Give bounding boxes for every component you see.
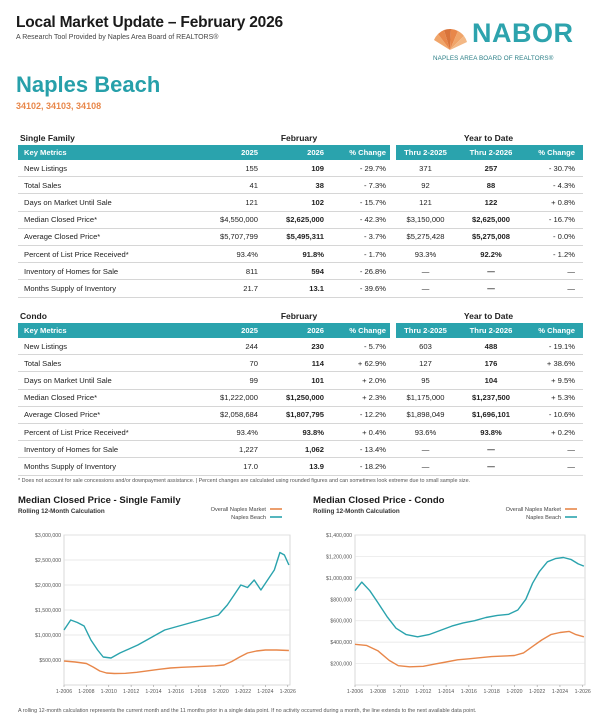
x-tick-label: 1-2012	[415, 689, 432, 695]
metric-value: 70	[249, 358, 258, 368]
metric-value: - 30.7%	[548, 163, 575, 173]
metric-value: 371	[419, 163, 432, 173]
metric-label: New Listings	[24, 341, 68, 351]
metric-value: 1,227	[238, 444, 258, 454]
metric-value: 244	[245, 341, 258, 351]
chart-title: Median Closed Price - Single Family	[18, 495, 181, 506]
metric-value: + 0.2%	[551, 427, 575, 437]
x-tick-label: 1-2016	[167, 689, 184, 695]
metric-value: 127	[419, 358, 432, 368]
metric-label: Median Closed Price*	[24, 215, 98, 225]
y-tick-label: $2,500,000	[35, 558, 61, 564]
overall-market-line	[64, 650, 289, 674]
metric-value: 257	[484, 163, 498, 173]
metric-value: + 0.4%	[362, 427, 386, 437]
period-ytd-label: Year to Date	[463, 133, 514, 143]
table-row	[18, 338, 583, 355]
rolling-calc-note: A rolling 12-month calculation represents the current month and the 11 months prior in a single data point. If no activity occurred during a month, the line extends to the next available data point.	[18, 708, 477, 714]
period-month-label: February	[280, 311, 318, 321]
chart-title: Median Closed Price - Condo	[313, 495, 445, 506]
report-header	[16, 14, 283, 41]
metric-value: - 5.7%	[364, 341, 386, 351]
x-tick-label: 1-2026	[574, 689, 591, 695]
x-tick-label: 1-2020	[506, 689, 523, 695]
metric-value: $3,150,000	[406, 215, 445, 225]
metric-label: Days on Market Until Sale	[24, 375, 112, 385]
column-header: Thru 2-2025	[404, 148, 447, 157]
y-tick-label: $800,000	[330, 597, 352, 604]
metric-value: 176	[484, 358, 498, 368]
table-row	[18, 177, 583, 194]
column-header: % Change	[349, 326, 386, 335]
metric-value: + 0.8%	[551, 197, 575, 207]
metric-value: + 2.0%	[362, 375, 386, 385]
metric-value: 41	[249, 180, 258, 190]
column-header: 2026	[307, 148, 324, 157]
metric-value: 101	[311, 375, 324, 385]
metric-value: + 38.6%	[546, 358, 575, 368]
metric-value: —	[487, 283, 495, 293]
metric-value: + 9.5%	[551, 375, 575, 385]
metric-value: 95	[421, 375, 430, 385]
condo-table	[18, 309, 583, 476]
metric-value: - 26.8%	[359, 266, 386, 276]
x-tick-label: 1-2014	[145, 689, 162, 695]
naples-beach-line	[64, 553, 289, 659]
x-tick-label: 1-2006	[346, 689, 364, 695]
table-row	[18, 441, 583, 458]
y-tick-label: $1,000,000	[326, 575, 352, 582]
column-header: % Change	[538, 148, 575, 157]
metric-value: - 7.3%	[364, 180, 386, 190]
metric-value: 109	[311, 163, 324, 173]
metric-value: 122	[484, 197, 498, 207]
table-row	[18, 280, 583, 297]
chart-plot	[18, 495, 296, 705]
period-month-label: February	[280, 133, 318, 143]
table-row	[18, 424, 583, 441]
metric-value: 121	[245, 197, 258, 207]
metric-label: New Listings	[24, 163, 68, 173]
legend-label: Naples Beach	[231, 515, 266, 521]
shell-logo-icon	[432, 20, 468, 54]
period-ytd-label: Year to Date	[463, 311, 514, 321]
segment-label: Single Family	[20, 133, 75, 143]
metric-value: —	[567, 266, 575, 276]
x-tick-label: 1-2014	[438, 689, 455, 695]
period-header-row	[18, 309, 583, 323]
metric-value: 230	[311, 341, 324, 351]
table-row	[18, 229, 583, 246]
metric-value: —	[567, 283, 575, 293]
metric-value: 92.2%	[480, 249, 502, 259]
area-zip-codes: 34102, 34103, 34108	[16, 101, 102, 111]
metric-label: Average Closed Price*	[24, 232, 101, 242]
period-header-row	[18, 131, 583, 145]
table-row	[18, 263, 583, 280]
x-tick-label: 1-2008	[369, 689, 386, 695]
metric-value: - 4.3%	[553, 180, 575, 190]
y-tick-label: $200,000	[330, 661, 352, 668]
y-tick-label: $1,500,000	[35, 608, 61, 614]
logo-wordmark: NABOR	[472, 18, 574, 48]
metric-value: 93.3%	[414, 249, 437, 259]
metric-label: Median Closed Price*	[24, 393, 98, 403]
metric-label: Total Sales	[24, 180, 62, 190]
y-tick-label: $2,000,000	[35, 583, 61, 589]
metric-value: 91.8%	[302, 249, 324, 259]
metric-value: —	[567, 444, 575, 454]
metric-value: 92	[421, 180, 430, 190]
column-header: Key Metrics	[24, 326, 67, 335]
x-tick-label: 1-2020	[212, 689, 229, 695]
column-header: Thru 2-2026	[469, 326, 513, 335]
metric-value: $1,237,500	[471, 393, 510, 403]
x-tick-label: 1-2024	[257, 689, 274, 695]
metric-value: 93.4%	[236, 427, 258, 437]
metric-value: 13.9	[309, 461, 324, 471]
column-header: % Change	[538, 326, 575, 335]
metric-value: 93.4%	[236, 249, 258, 259]
metric-label: Days on Market Until Sale	[24, 197, 112, 207]
metric-value: $2,625,000	[471, 215, 510, 225]
metric-label: Months Supply of Inventory	[24, 461, 117, 471]
metric-value: 38	[315, 180, 324, 190]
table-row	[18, 390, 583, 407]
nabor-logo	[432, 18, 582, 64]
table-row	[18, 194, 583, 211]
metric-label: Inventory of Homes for Sale	[24, 266, 119, 276]
metric-value: $5,275,428	[406, 232, 445, 242]
metric-value: + 62.9%	[357, 358, 386, 368]
legend-label: Overall Naples Market	[210, 507, 266, 513]
metric-value: - 18.2%	[359, 461, 386, 471]
metric-value: 93.8%	[302, 427, 324, 437]
column-header: % Change	[349, 148, 386, 157]
column-header-row	[18, 145, 583, 160]
metric-label: Percent of List Price Received*	[24, 427, 129, 437]
metric-value: —	[421, 461, 430, 471]
column-header: Key Metrics	[24, 148, 67, 157]
metric-value: —	[567, 461, 575, 471]
chart-plot	[313, 495, 591, 705]
x-tick-label: 1-2006	[55, 689, 73, 695]
metric-value: $1,696,101	[471, 410, 510, 420]
metric-value: - 1.7%	[364, 249, 386, 259]
metric-value: 93.8%	[480, 427, 502, 437]
metric-value: - 10.6%	[548, 410, 575, 420]
metric-value: 13.1	[309, 283, 324, 293]
metric-value: - 29.7%	[359, 163, 386, 173]
x-tick-label: 1-2012	[123, 689, 140, 695]
overall-market-line	[355, 631, 584, 666]
metric-value: $1,175,000	[406, 393, 445, 403]
plot-frame	[355, 535, 585, 685]
metric-value: —	[487, 266, 495, 276]
metric-value: 121	[419, 197, 432, 207]
x-tick-label: 1-2018	[483, 689, 500, 695]
table-row	[18, 246, 583, 263]
table-row	[18, 458, 583, 475]
single-family-table	[18, 131, 583, 298]
x-tick-label: 1-2010	[100, 689, 117, 695]
y-tick-label: $1,400,000	[326, 533, 352, 539]
x-tick-label: 1-2010	[392, 689, 409, 695]
metric-label: Months Supply of Inventory	[24, 283, 117, 293]
metric-value: $1,807,795	[285, 410, 324, 420]
table-row	[18, 355, 583, 372]
metric-value: - 39.6%	[359, 283, 386, 293]
metric-value: —	[487, 461, 495, 471]
metric-value: - 19.1%	[548, 341, 575, 351]
chart-subtitle: Rolling 12-Month Calculation	[18, 508, 105, 515]
report-subtitle: A Research Tool Provided by Naples Area Board of REALTORS®	[16, 34, 219, 41]
metric-value: 114	[311, 358, 324, 368]
y-tick-label: $400,000	[330, 640, 352, 647]
metric-value: 155	[245, 163, 258, 173]
y-tick-label: $1,200,000	[326, 554, 352, 561]
metric-value: 811	[245, 266, 258, 276]
metric-label: Inventory of Homes for Sale	[24, 444, 119, 454]
report-title: Local Market Update – February 2026	[16, 14, 283, 31]
table-row	[18, 372, 583, 389]
x-tick-label: 1-2022	[234, 689, 252, 695]
metric-value: - 42.3%	[359, 215, 386, 225]
metric-value: 93.6%	[414, 427, 437, 437]
x-tick-label: 1-2024	[551, 689, 569, 695]
column-header-row	[18, 323, 583, 338]
y-tick-label: $3,000,000	[35, 533, 61, 539]
area-title: Naples Beach	[16, 72, 161, 97]
metric-value: - 15.7%	[359, 197, 386, 207]
condo-price-chart	[313, 495, 591, 705]
table-footnote: * Does not account for sale concessions and/or downpayment assistance. | Percent changes are calculated using rounded figures and can sometimes look extreme due to small sample size.	[18, 478, 471, 484]
metric-label: Total Sales	[24, 358, 62, 368]
table-row	[18, 212, 583, 229]
metric-value: 104	[484, 375, 498, 385]
metric-value: $2,058,684	[219, 410, 258, 420]
metric-value: + 2.3%	[362, 393, 386, 403]
metric-value: 603	[419, 341, 432, 351]
y-tick-label: $500,000	[39, 658, 61, 664]
metric-value: —	[487, 444, 495, 454]
x-tick-label: 1-2008	[78, 689, 95, 695]
metric-value: 88	[486, 180, 496, 190]
metric-value: - 13.4%	[359, 444, 386, 454]
metric-value: - 1.2%	[553, 249, 575, 259]
column-header: 2026	[307, 326, 324, 335]
metric-value: $2,625,000	[285, 215, 324, 225]
metric-value: 102	[311, 197, 324, 207]
x-tick-label: 1-2018	[190, 689, 207, 695]
x-tick-label: 1-2026	[279, 689, 296, 695]
metric-value: 99	[249, 375, 258, 385]
y-tick-label: $600,000	[330, 618, 352, 625]
column-header: 2025	[241, 148, 258, 157]
x-tick-label: 1-2016	[460, 689, 477, 695]
metric-label: Percent of List Price Received*	[24, 249, 129, 259]
metric-value: 21.7	[243, 283, 258, 293]
metric-value: $1,222,000	[219, 393, 258, 403]
logo-tagline: NAPLES AREA BOARD OF REALTORS®	[433, 55, 554, 62]
single-family-price-chart	[18, 495, 296, 705]
metric-value: - 3.7%	[364, 232, 386, 242]
metric-value: $1,898,049	[406, 410, 445, 420]
metric-value: —	[421, 266, 430, 276]
metric-value: - 12.2%	[359, 410, 386, 420]
metric-value: $5,275,008	[471, 232, 510, 242]
metric-value: $1,250,000	[285, 393, 324, 403]
metric-value: 594	[311, 266, 324, 276]
metric-value: $5,707,799	[219, 232, 258, 242]
table-row	[18, 407, 583, 424]
metric-value: - 16.7%	[548, 215, 575, 225]
column-header: Thru 2-2026	[469, 148, 513, 157]
metric-value: - 0.0%	[553, 232, 575, 242]
column-header: 2025	[241, 326, 258, 335]
column-header: Thru 2-2025	[404, 326, 447, 335]
metric-value: 17.0	[243, 461, 258, 471]
metric-value: 1,062	[304, 444, 324, 454]
table-row	[18, 160, 583, 177]
metric-value: $5,495,311	[286, 232, 324, 242]
y-tick-label: $1,000,000	[35, 633, 61, 639]
metric-value: + 5.3%	[551, 393, 575, 403]
metric-value: 488	[484, 341, 498, 351]
metric-value: —	[421, 444, 430, 454]
naples-beach-line	[355, 558, 584, 637]
metric-label: Average Closed Price*	[24, 410, 101, 420]
legend-label: Overall Naples Market	[505, 507, 561, 513]
metric-value: $4,550,000	[219, 215, 258, 225]
metric-value: —	[421, 283, 430, 293]
legend-label: Naples Beach	[526, 515, 561, 521]
x-tick-label: 1-2022	[529, 689, 546, 695]
segment-label: Condo	[20, 311, 47, 321]
chart-subtitle: Rolling 12-Month Calculation	[313, 508, 400, 515]
